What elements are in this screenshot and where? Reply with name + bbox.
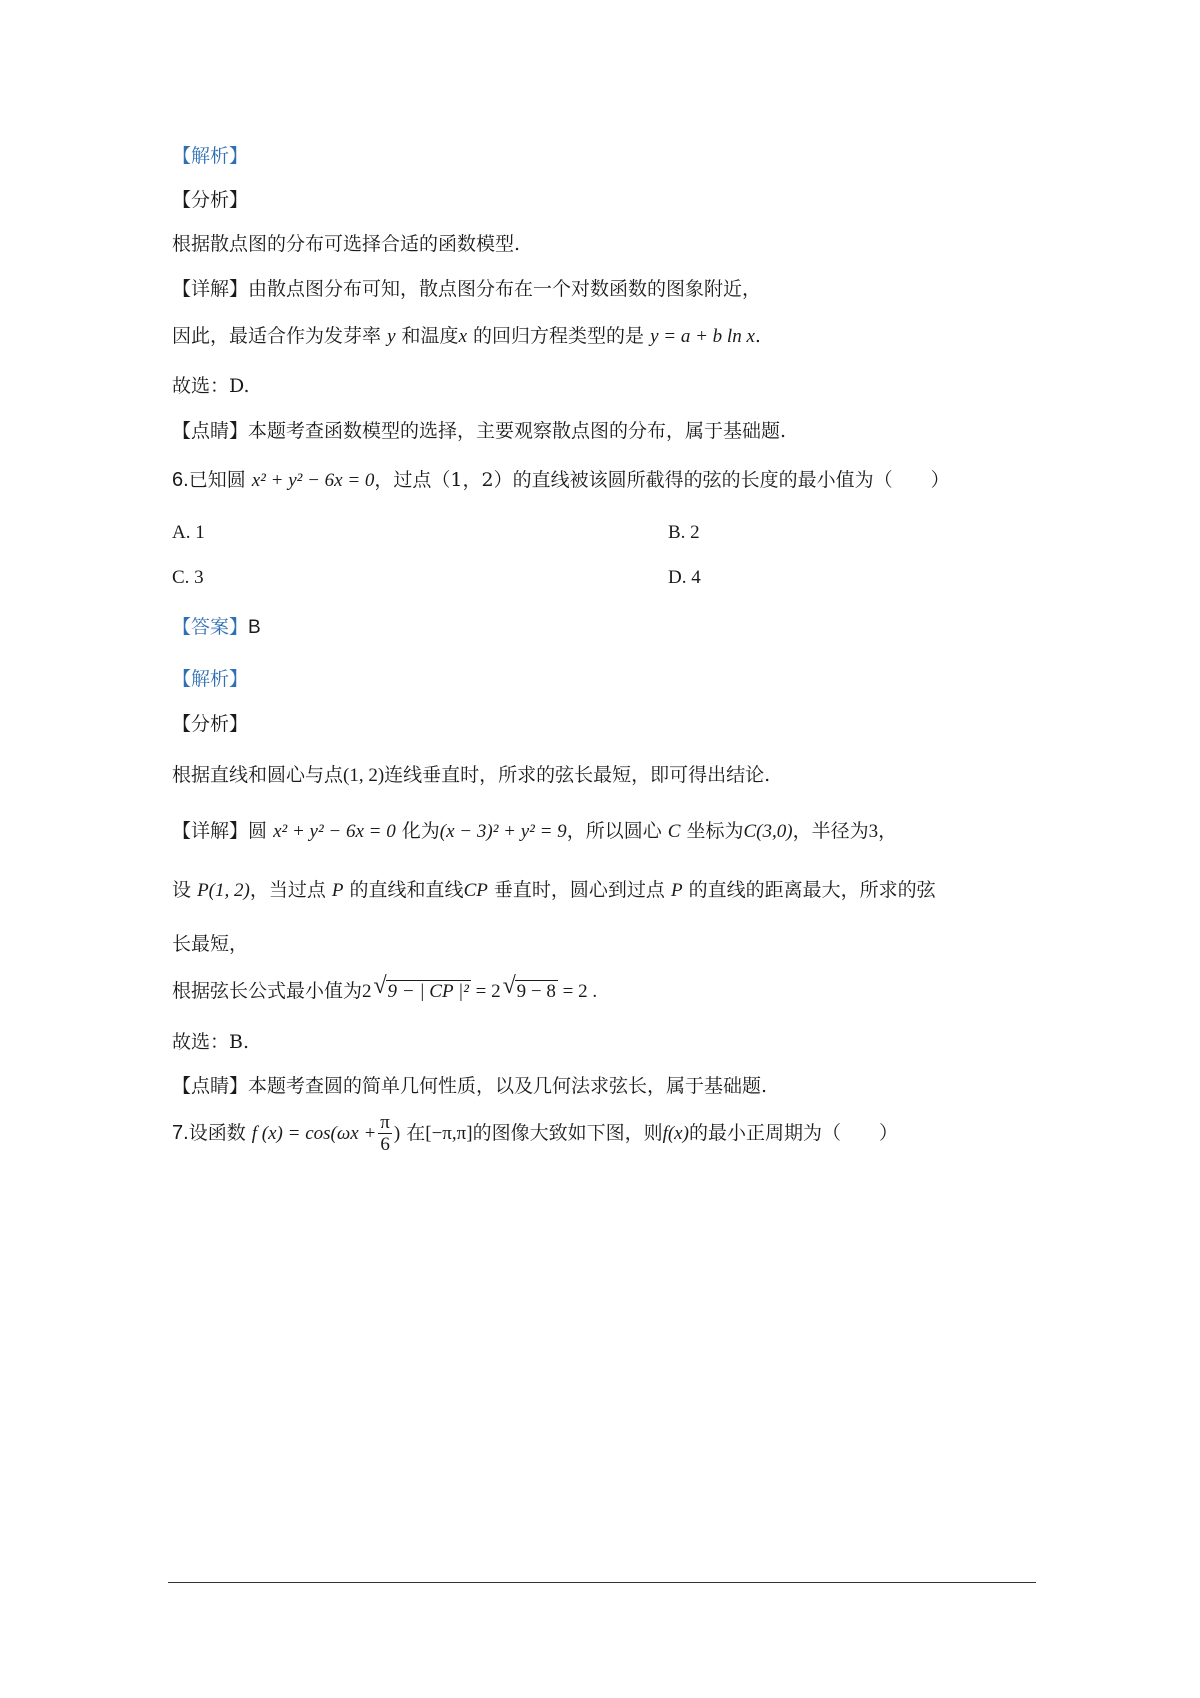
question-7-stem [172, 1109, 898, 1158]
xiangjie-text: 由散点图分布可知，散点图分布在一个对数函数的图象附近， [248, 278, 762, 300]
analysis-heading [172, 143, 248, 169]
standard-form: (x − 3)² + y² = 9 [439, 821, 567, 842]
fenxi-tag: 【分析】 [172, 189, 249, 211]
fenxi-tag: 【分析】 [172, 713, 249, 735]
variable-y: y [387, 326, 396, 347]
text-segment: 连线垂直时，所求的弦长最短，即可得出结论. [384, 764, 771, 786]
jiexi-tag: 【解析】 [172, 145, 249, 167]
text-segment: 设 [172, 879, 192, 901]
question-number: 7. [172, 1122, 189, 1144]
option-d: D. 4 [668, 567, 701, 588]
radical-icon: √ [373, 973, 387, 999]
text-segment: 的直线和直线 [349, 879, 464, 901]
answer-line [172, 614, 261, 641]
conclusion-line [172, 323, 761, 350]
sqrt-expression-1 [373, 973, 471, 1005]
choice-text: 故选：D. [172, 375, 250, 397]
xiangjie-tag: 【详解】 [172, 820, 249, 842]
variable-x: x [458, 326, 467, 347]
point-p: P(1, 2) [197, 880, 250, 901]
point-label: P [331, 880, 344, 901]
text-segment: 设函数 [188, 1122, 246, 1144]
text-segment: 和温度 [401, 325, 459, 347]
q6-jiexi [172, 666, 248, 692]
interval: [−π,π] [425, 1123, 473, 1144]
text-segment: 根据直线和圆心与点 [172, 764, 344, 786]
dianjing-tag: 【点睛】 [172, 1075, 249, 1097]
text-segment: 圆 [248, 820, 268, 842]
answer-tag: 【答案】 [172, 616, 249, 638]
text-segment: 在 [406, 1122, 426, 1144]
option-a: A. 1 [172, 522, 205, 543]
fenxi-heading [172, 187, 248, 213]
radical-icon: √ [502, 973, 516, 999]
text-segment: ，半径为 [792, 820, 869, 842]
center-label: C [667, 821, 681, 842]
function-definition: f (x) = cos(ωx + [251, 1123, 377, 1144]
text-segment: 坐标为 [686, 820, 744, 842]
q6-fenxi [172, 711, 248, 737]
text-segment: 根据弦长公式最小值为 [172, 980, 363, 1002]
circle-equation: x² + y² − 6x = 0 [273, 821, 396, 842]
radius: 3 [868, 821, 879, 842]
point: (1, 2) [343, 765, 385, 786]
dianjing-text: 本题考查函数模型的选择，主要观察散点图的分布，属于基础题. [248, 420, 787, 442]
q6-detail-1 [172, 818, 897, 845]
q6-analysis [172, 762, 770, 789]
text-segment: 已知圆 [188, 469, 246, 491]
pi-over-6-fraction [378, 1113, 392, 1156]
text-segment: 因此，最适合作为发芽率 [172, 325, 382, 347]
q6-detail-3 [172, 931, 248, 957]
analysis-text [172, 231, 520, 257]
analysis-sentence: 根据散点图的分布可选择合适的函数模型. [172, 233, 521, 255]
regression-formula: y = a + b ln x [650, 326, 755, 347]
center-coordinate: C(3,0) [743, 821, 793, 842]
text-segment: 的最小正周期为（ ） [688, 1122, 898, 1144]
text-segment: 的直线的距离最大，所求的弦 [688, 879, 936, 901]
text-segment: 化为 [401, 820, 440, 842]
option-b: B. 2 [668, 522, 700, 543]
q6-choice [172, 1029, 249, 1055]
coefficient: 2 [362, 981, 372, 1002]
xiangjie-tag: 【详解】 [172, 278, 249, 300]
text-segment: 的回归方程类型的是 [473, 325, 645, 347]
period: . [754, 325, 761, 347]
function-name: f(x) [662, 1123, 689, 1144]
text-segment: ，当过点 [249, 879, 326, 901]
text-segment: 长最短， [172, 933, 249, 955]
radicand: 9 − 8 [516, 981, 556, 1002]
text-segment: ，过点（1，2）的直线被该圆所截得的弦的长度的最小值为（ ） [374, 469, 950, 491]
xiangjie-line [172, 276, 761, 302]
line-cp: CP [463, 880, 488, 901]
close-paren: ) [393, 1123, 401, 1144]
point-label: P [670, 880, 683, 901]
text-segment: 的图像大致如下图，则 [472, 1122, 663, 1144]
text-segment: 垂直时，圆心到过点 [493, 879, 665, 901]
answer-value: B [248, 617, 261, 638]
choice-text: 故选：B. [172, 1031, 250, 1053]
question-number: 6. [172, 469, 189, 491]
dianjing-tag: 【点睛】 [172, 420, 249, 442]
q6-detail-2 [172, 877, 936, 904]
text-segment: ， [878, 820, 898, 842]
denominator: 6 [380, 1133, 390, 1155]
footer-divider [168, 1582, 1036, 1583]
result: = 2 . [557, 981, 598, 1002]
q6-dianjing [172, 1073, 767, 1099]
choice-line [172, 373, 250, 399]
q6-detail-4 [172, 973, 598, 1005]
radicand: 9 − | CP |² [387, 981, 469, 1002]
jiexi-tag: 【解析】 [172, 668, 249, 690]
text-segment: ，所以圆心 [566, 820, 662, 842]
question-6-stem [172, 467, 950, 494]
sqrt-expression-2 [502, 973, 558, 1005]
option-c: C. 3 [172, 567, 204, 588]
dianjing-line [172, 418, 786, 444]
equals-part: = 2 [470, 981, 501, 1002]
numerator: π [380, 1111, 390, 1133]
circle-equation: x² + y² − 6x = 0 [251, 470, 375, 491]
dianjing-text: 本题考查圆的简单几何性质，以及几何法求弦长，属于基础题. [248, 1075, 768, 1097]
